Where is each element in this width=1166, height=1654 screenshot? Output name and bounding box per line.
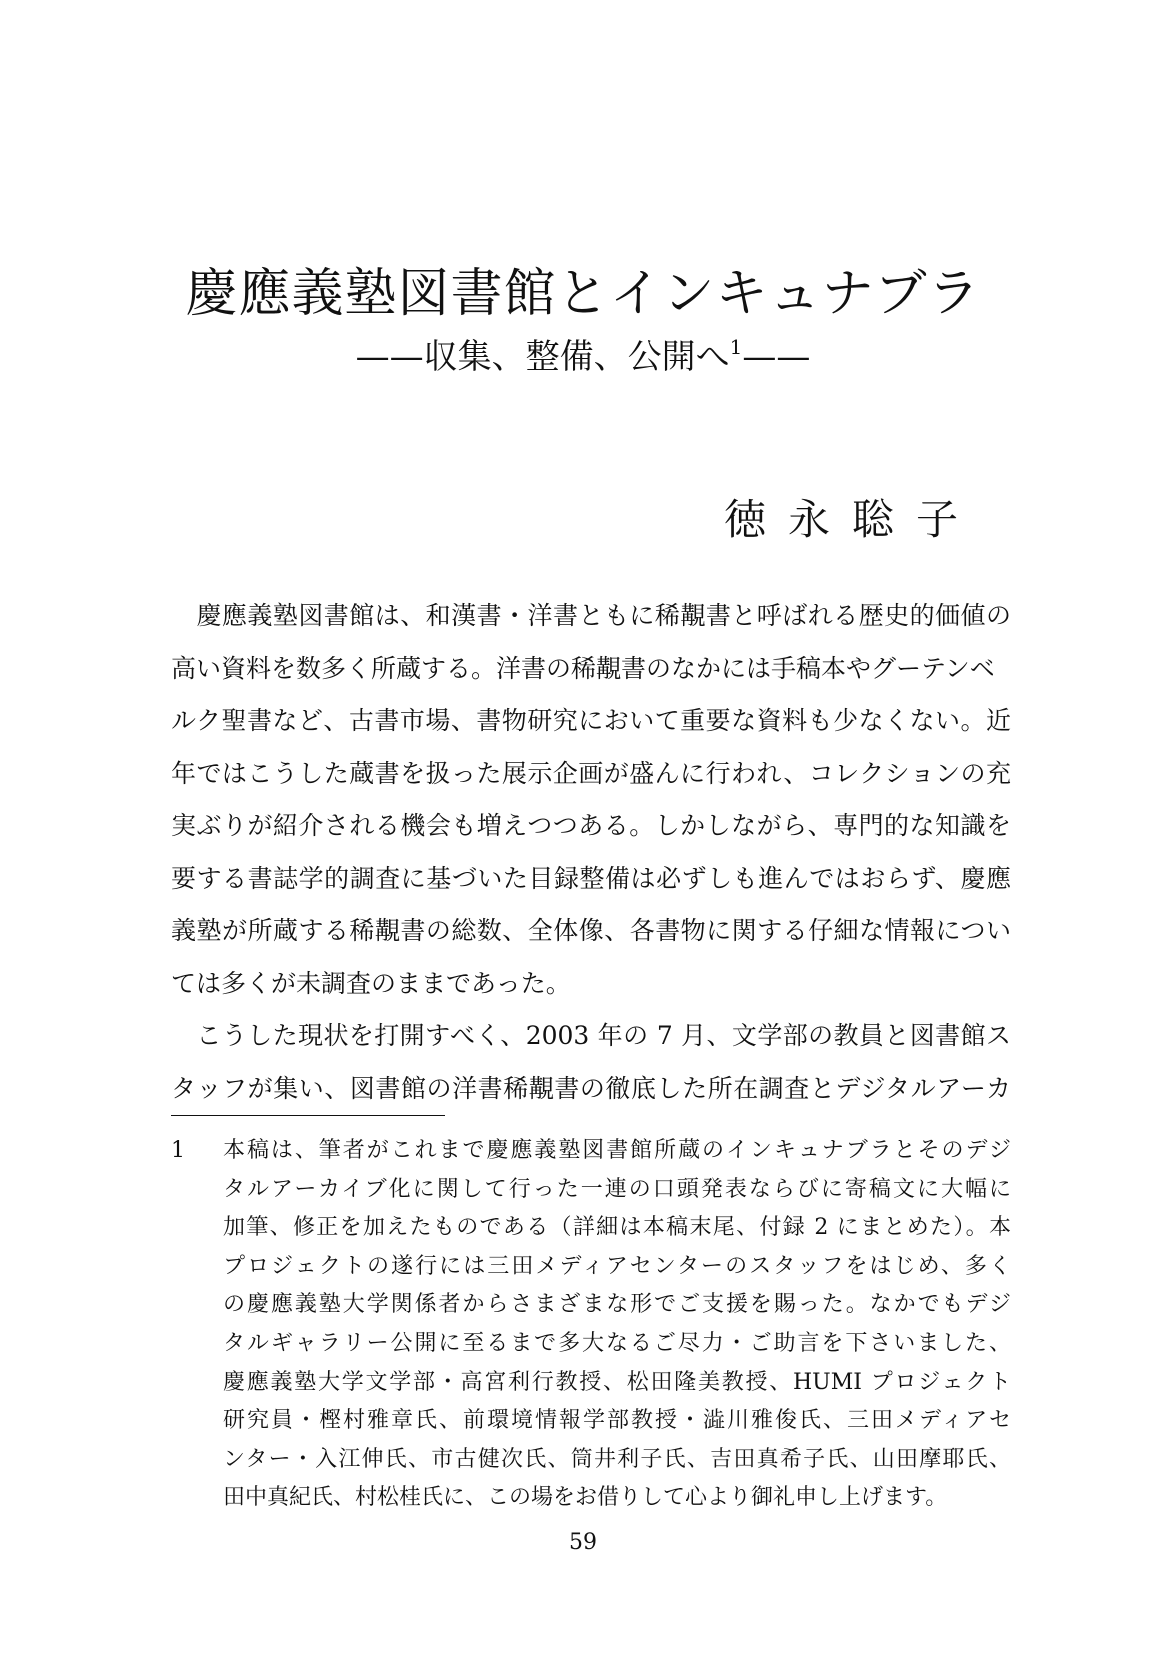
article-title: 慶應義塾図書館とインキュナブラ bbox=[185, 264, 981, 324]
footnote-separator bbox=[171, 1115, 445, 1116]
footnote-line: タルアーカイブ化に関して行った一連の口頭発表ならびに寄稿文に大幅に bbox=[223, 1176, 1011, 1202]
author-name: 徳永聡子 bbox=[723, 495, 980, 544]
body-line: 義塾が所蔵する稀覯書の総数、全体像、各書物に関する仔細な情報につい bbox=[171, 916, 1011, 945]
body-line: ルク聖書など、古書市場、書物研究において重要な資料も少なくない。近 bbox=[171, 706, 1011, 735]
body-line: 実ぶりが紹介される機会も増えつつある。しかしながら、専門的な知識を bbox=[171, 811, 1011, 840]
footnote-line: 田中真紀氏、村松桂氏に、この場をお借りして心より御礼申し上げます。 bbox=[223, 1485, 948, 1511]
body-line: 高い資料を数多く所蔵する。洋書の稀覯書のなかには手稿本やグーテンベ bbox=[171, 653, 995, 683]
body-line: 年ではこうした蔵書を扱った展示企画が盛んに行われ、コレクションの充 bbox=[171, 758, 1011, 788]
footnote-number: 1 bbox=[171, 1138, 185, 1163]
body-line: ては多くが未調査のままであった。 bbox=[171, 968, 571, 998]
footnote-line: プロジェクトの遂行には三田メディアセンターのスタッフをはじめ、多く bbox=[223, 1253, 1011, 1279]
footnote-reference-1[interactable]: 1 bbox=[729, 335, 743, 359]
subtitle-trail: —— bbox=[742, 337, 811, 377]
footnote-line: 研究員・樫村雅章氏、前環境情報学部教授・澁川雅俊氏、三田メディアセ bbox=[223, 1408, 1011, 1434]
footnote-line: 本稿は、筆者がこれまで慶應義塾図書館所蔵のインキュナブラとそのデジ bbox=[223, 1138, 1011, 1163]
body-text bbox=[171, 590, 1011, 1115]
body-line: 要する書誌学的調査に基づいた目録整備は必ずしも進んではおらず、慶應 bbox=[171, 863, 1011, 893]
body-line: こうした現状を打開すべく、2003 年の 7 月、文学部の教員と図書館ス bbox=[171, 1021, 1011, 1050]
footnote-line: ンター・入江伸氏、市古健次氏、筒井利子氏、吉田真希子氏、山田摩耶氏、 bbox=[223, 1446, 1011, 1472]
page-number: 59 bbox=[569, 1530, 597, 1555]
footnote-line: 加筆、修正を加えたものである（詳細は本稿末尾、付録 2 にまとめた）。本 bbox=[223, 1215, 1011, 1241]
subtitle-text: ——収集、整備、公開へ bbox=[355, 337, 730, 377]
footnote-body bbox=[223, 1132, 1011, 1518]
footnote-line: の慶應義塾大学関係者からさまざまな形でご支援を賜った。なかでもデジ bbox=[223, 1292, 1011, 1318]
footnote-line: タルギャラリー公開に至るまで多大なるご尽力・ご助言を下さいました、 bbox=[223, 1330, 1011, 1356]
body-line: タッフが集い、図書館の洋書稀覯書の徹底した所在調査とデジタルアーカ bbox=[171, 1073, 1011, 1103]
article-subtitle bbox=[0, 335, 1166, 379]
body-line: 慶應義塾図書館は、和漢書・洋書ともに稀覯書と呼ばれる歴史的価値の bbox=[171, 601, 1011, 630]
footnote-line: 慶應義塾大学文学部・高宮利行教授、松田隆美教授、HUMI プロジェクト bbox=[223, 1369, 1011, 1395]
